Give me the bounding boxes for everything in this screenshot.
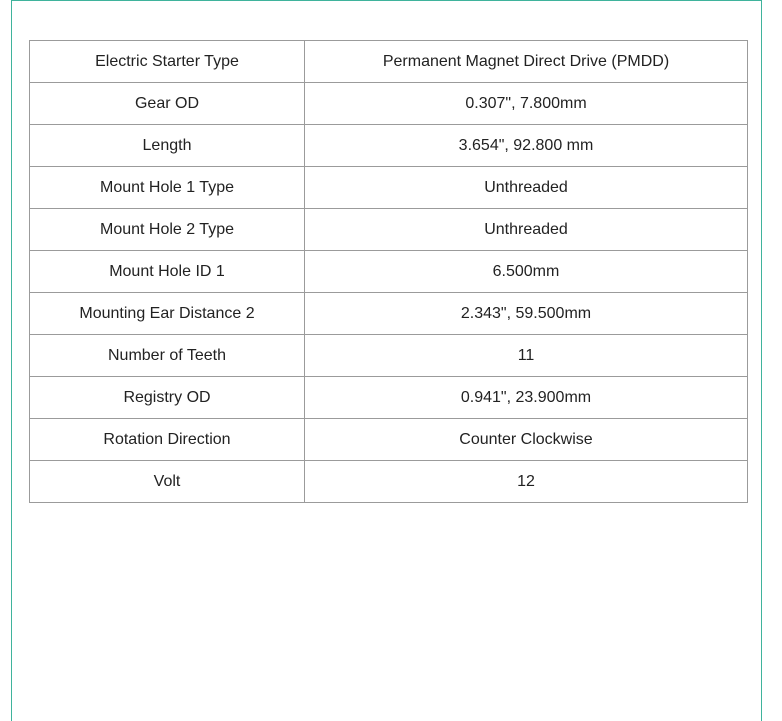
table-row xyxy=(30,41,748,83)
spec-value: Permanent Magnet Direct Drive (PMDD) xyxy=(305,41,748,83)
spec-value: 2.343", 59.500mm xyxy=(305,293,748,335)
spec-label: Registry OD xyxy=(30,377,305,419)
table-row xyxy=(30,377,748,419)
spec-value: Counter Clockwise xyxy=(305,419,748,461)
table-row xyxy=(30,335,748,377)
table-row xyxy=(30,83,748,125)
spec-value: 0.941", 23.900mm xyxy=(305,377,748,419)
table-row xyxy=(30,419,748,461)
spec-label: Mount Hole 1 Type xyxy=(30,167,305,209)
spec-value: 11 xyxy=(305,335,748,377)
content-panel xyxy=(11,0,762,721)
spec-label: Mount Hole 2 Type xyxy=(30,209,305,251)
spec-label: Electric Starter Type xyxy=(30,41,305,83)
spec-label: Gear OD xyxy=(30,83,305,125)
spec-value: 12 xyxy=(305,461,748,503)
spec-value: 6.500mm xyxy=(305,251,748,293)
table-row xyxy=(30,251,748,293)
specifications-table xyxy=(29,40,748,503)
spec-label: Mounting Ear Distance 2 xyxy=(30,293,305,335)
table-row xyxy=(30,167,748,209)
spec-value: 3.654", 92.800 mm xyxy=(305,125,748,167)
table-row xyxy=(30,461,748,503)
spec-label: Number of Teeth xyxy=(30,335,305,377)
table-row xyxy=(30,293,748,335)
spec-label: Rotation Direction xyxy=(30,419,305,461)
table-row xyxy=(30,209,748,251)
table-row xyxy=(30,125,748,167)
spec-label: Volt xyxy=(30,461,305,503)
spec-value: Unthreaded xyxy=(305,167,748,209)
spec-label: Length xyxy=(30,125,305,167)
spec-label: Mount Hole ID 1 xyxy=(30,251,305,293)
spec-value: Unthreaded xyxy=(305,209,748,251)
spec-value: 0.307", 7.800mm xyxy=(305,83,748,125)
